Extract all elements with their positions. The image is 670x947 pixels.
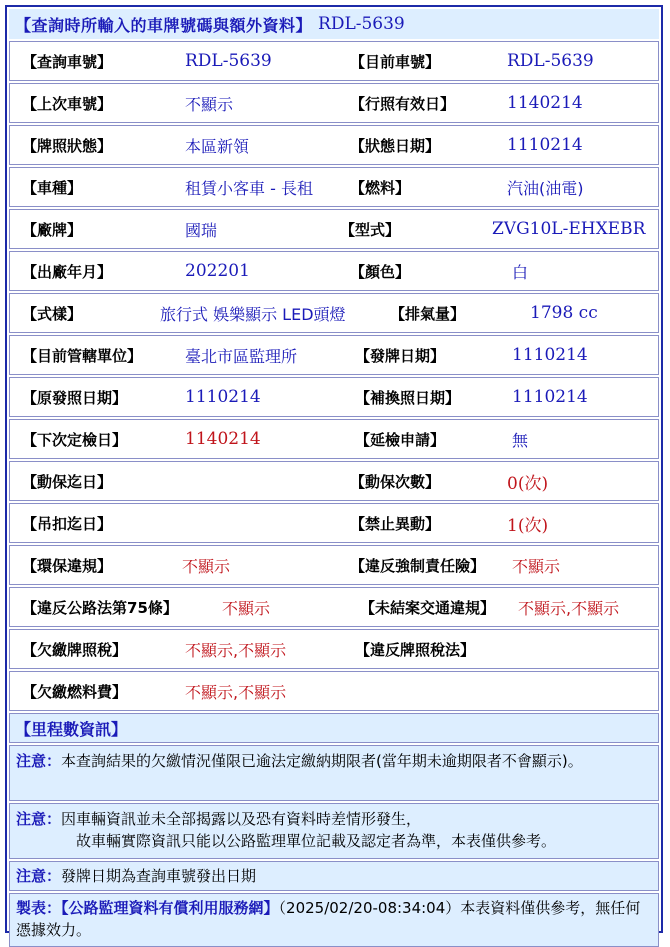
table-row — [9, 335, 659, 375]
table-row — [9, 587, 659, 627]
field-label: 【燃料】 — [350, 178, 411, 197]
field-value: 不顯示,不顯示 — [518, 598, 620, 618]
field-value: 1110214 — [507, 135, 583, 155]
note-key: 注意： — [16, 810, 62, 828]
field-value: 1798 cc — [530, 303, 598, 323]
field-value: 不顯示 — [182, 556, 231, 576]
field-label: 【欠繳燃料費】 — [22, 682, 128, 701]
note-text: 因車輛資訊並未全部揭露以及恐有資料時差情形發生， — [61, 810, 422, 828]
note-overdue — [9, 745, 659, 801]
field-label: 【吊扣迄日】 — [22, 514, 113, 533]
table-row — [9, 293, 659, 333]
field-label: 【補換照日期】 — [355, 388, 461, 407]
field-label: 【車種】 — [22, 178, 83, 197]
note-disclaimer — [9, 803, 659, 859]
field-label: 【禁止異動】 — [350, 514, 441, 533]
table-row — [9, 671, 659, 711]
field-value: 1110214 — [512, 387, 588, 407]
report-title: 【查詢時所輸入的車牌號碼與額外資料】 — [15, 15, 313, 35]
field-label: 【牌照狀態】 — [22, 136, 113, 155]
field-value: RDL-5639 — [185, 51, 272, 71]
field-value: 1110214 — [512, 345, 588, 365]
field-label: 【動保次數】 — [350, 472, 441, 491]
field-label: 【查詢車號】 — [22, 52, 113, 71]
note-issue-date — [9, 861, 659, 891]
table-row — [9, 377, 659, 417]
report-footer — [9, 893, 659, 947]
field-label: 【發牌日期】 — [355, 346, 446, 365]
field-label: 【行照有效日】 — [350, 94, 456, 113]
field-value: 租賃小客車 - 長租 — [185, 178, 313, 198]
field-label: 【違反牌照稅法】 — [355, 640, 476, 659]
field-value: 不顯示 — [512, 556, 561, 576]
table-row — [9, 41, 659, 81]
note-text: 故車輛實際資訊只能以公路監理單位記載及認定者為準，本表僅供參考。 — [76, 832, 557, 850]
table-row — [9, 83, 659, 123]
field-value: 白 — [512, 262, 529, 282]
table-row — [9, 419, 659, 459]
footer-source-link[interactable]: 【公路監理資料有償利用服務網】 — [61, 899, 279, 917]
footer-key: 製表： — [16, 899, 62, 917]
note-text: 發牌日期為查詢車號發出日期 — [61, 867, 257, 885]
info-rows — [9, 41, 659, 947]
field-value: 1(次) — [507, 515, 549, 536]
field-value: 臺北市區監理所 — [185, 346, 298, 366]
field-value: 不顯示,不顯示 — [185, 640, 287, 660]
field-value: 202201 — [185, 261, 250, 281]
field-label: 【環保違規】 — [22, 556, 113, 575]
field-value: 1110214 — [185, 387, 261, 407]
table-row — [9, 251, 659, 291]
field-value: 本區新領 — [185, 136, 250, 156]
note-key: 注意： — [16, 752, 62, 770]
vehicle-report-panel — [5, 5, 663, 939]
field-value: 0(次) — [507, 473, 549, 494]
field-label: 【動保迄日】 — [22, 472, 113, 491]
field-value: 無 — [512, 430, 529, 450]
field-label: 【出廠年月】 — [22, 262, 113, 281]
table-row — [9, 209, 659, 249]
footer-text: （2025/02/20-08:34:04）本表資料僅供參考，無任何憑據效力。 — [16, 899, 641, 939]
note-key: 注意： — [16, 867, 62, 885]
report-title-plate: RDL-5639 — [318, 14, 405, 34]
field-value: 不顯示,不顯示 — [185, 682, 287, 702]
table-row — [9, 167, 659, 207]
field-label: 【延檢申請】 — [355, 430, 446, 449]
field-label: 【狀態日期】 — [350, 136, 441, 155]
field-value: RDL-5639 — [507, 51, 594, 71]
mileage-section-header: 【里程數資訊】 — [9, 713, 659, 743]
field-label: 【目前管轄單位】 — [22, 346, 143, 365]
field-value: 不顯示 — [222, 598, 271, 618]
field-label: 【上次車號】 — [22, 94, 113, 113]
field-label: 【未結案交通違規】 — [360, 598, 496, 617]
field-label: 【型式】 — [340, 220, 401, 239]
table-row — [9, 503, 659, 543]
field-label: 【下次定檢日】 — [22, 430, 128, 449]
note-text: 本查詢結果的欠繳情況僅限已逾法定繳納期限者(當年期未逾期限者不會顯示)。 — [61, 752, 583, 770]
field-value: 1140214 — [507, 93, 583, 113]
field-label: 【廠牌】 — [22, 220, 83, 239]
field-value: 不顯示 — [185, 94, 234, 114]
table-row — [9, 461, 659, 501]
field-value: 汽油(油電) — [507, 178, 584, 198]
field-label: 【違反公路法第75條】 — [22, 598, 178, 617]
report-title-bar — [9, 9, 659, 39]
field-label: 【目前車號】 — [350, 52, 441, 71]
field-label: 【違反強制責任險】 — [350, 556, 486, 575]
table-row — [9, 125, 659, 165]
table-row — [9, 629, 659, 669]
field-label: 【原發照日期】 — [22, 388, 128, 407]
field-value: ZVG10L-EHXEBR — [492, 219, 646, 239]
field-value: 1140214 — [185, 429, 261, 449]
field-label: 【式樣】 — [22, 304, 83, 323]
field-value: 旅行式 娛樂顯示 LED頭燈 — [160, 304, 346, 324]
table-row — [9, 545, 659, 585]
field-value: 國瑞 — [185, 220, 218, 240]
field-label: 【顏色】 — [350, 262, 411, 281]
field-label: 【欠繳牌照稅】 — [22, 640, 128, 659]
field-label: 【排氣量】 — [390, 304, 466, 323]
